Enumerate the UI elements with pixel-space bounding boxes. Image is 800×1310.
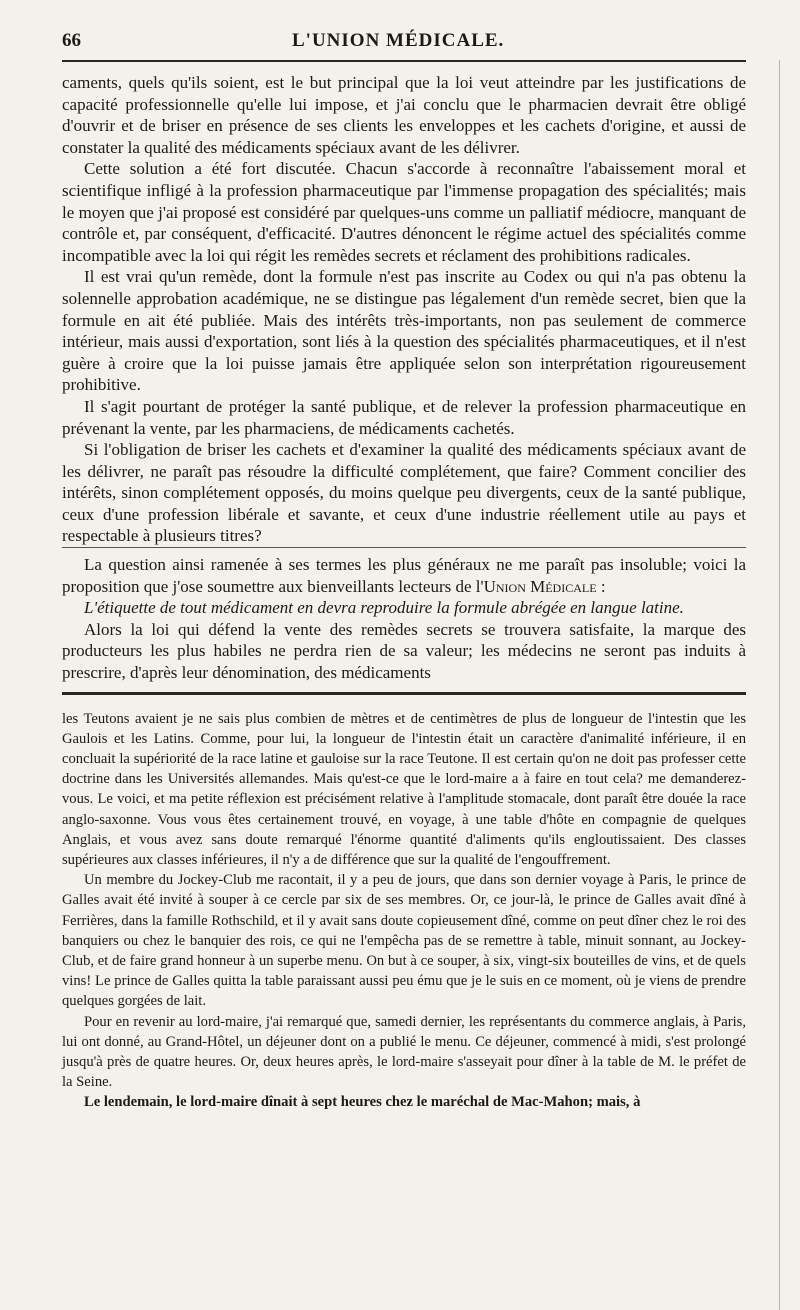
paragraph: Alors la loi qui défend la vente des remèdes secrets se trouvera satisfaite, la marque des producteurs les plus habiles ne perdra rien de sa valeur; les médecins ne seront pas induits à prescrire, d'après leur dénomination, des médicaments xyxy=(62,619,746,683)
running-head: L'UNION MÉDICALE. xyxy=(292,30,505,51)
paragraph: Si l'obligation de briser les cachets et d'examiner la qualité des médicaments spéciaux avant de les délivrer, ne paraît pas résoudre la difficulté complétement, que faire? Comment concilier des intérêts, sinon complétement opposés, du moins quelque peu divergents, ceux de la santé publique, ceux d'une profession libérale et savante, et ceux d'une industrie réellement utile au pays et respectable à plusieurs titres? xyxy=(62,440,746,546)
paragraph-text: : xyxy=(596,576,606,596)
paragraph: Cette solution a été fort discutée. Chacun s'accorde à reconnaître l'abaissement moral et scientifique infligé à la profession pharmaceutique par l'immense propagation des spécialités; mais le moyen que j'ai proposé est considéré par quelques-uns comme un palliatif médiocre, manquant de contrôle et, par conséquent, d'efficacité. D'autres dénoncent le régime actuel des spécialités comme incompatible avec la loi qui régit les remèdes secrets et réclament des prohibitions radicales. xyxy=(62,159,746,265)
footnote-paragraph: les Teutons avaient je ne sais plus combien de mètres et de centimètres de plus de longueur de l'intestin que les Gaulois et les Latins. Comme, pour lui, la longueur de l'intestin était un caractère d'animalité inférieure, il en concluait la supériorité de la race latine et gauloise sur la race Teutone. Il est certain qu'on ne doit pas professer cette doctrine dans les Universités allemandes. Mais qu'est-ce que le lord-maire a à faire en tout cela? me demanderez-vous. Le voici, et ma petite réflexion est précisément relative à l'amplitude stomacale, dont paraît être douée la race anglo-saxonne. Vous vous êtes certainement trouvé, en voyage, à une table d'hôte en compagnie de quelques Anglais, et vous avez sans doute remarqué l'énorme quantité d'aliments qu'ils engloutissaient. Des classes supérieures aux classes inférieures, il n'y a de différence que sur la qualité de l'engouffrement. xyxy=(62,710,746,869)
paragraph: Il est vrai qu'un remède, dont la formule n'est pas inscrite au Codex ou qui n'a pas obtenu la solennelle approbation académique, ne se distingue pas légalement d'un remède secret, bien que la formule en ait été publiée. Mais des intérêts très-importants, non pas seulement de commerce intérieur, mais aussi d'exportation, sont liés à la question des spécialités pharmaceutiques, et il n'est guère à croire que la loi puisse jamais être appliquée selon son interprétation rigoureusement prohibitive. xyxy=(62,267,746,395)
section-rule xyxy=(62,547,746,548)
page-number: 66 xyxy=(62,30,81,51)
page-edge xyxy=(779,60,780,1310)
footnote-separator xyxy=(62,692,746,695)
main-text xyxy=(62,72,746,684)
footnote-paragraph: Pour en revenir au lord-maire, j'ai remarqué que, samedi dernier, les représentants du commerce anglais, à Paris, lui ont donné, au Grand-Hôtel, un déjeuner dont on a publié le menu. Ce déjeuner, commencé à midi, s'est prolongé jusqu'à près de quatre heures. Or, deux heures après, le lord-maire s'asseyait pour dîner à la table de M. le préfet de la Seine. xyxy=(62,1013,746,1091)
page-header xyxy=(62,30,746,62)
feuilleton-text xyxy=(62,709,746,1113)
paragraph-text: La question ainsi ramenée à ses termes les plus généraux ne me paraît pas insoluble; voici la proposition que j'ose soumettre aux bienveillants lecteurs de l' xyxy=(62,555,746,596)
proposition: L'étiquette de tout médicament en devra reproduire la formule abrégée en langue latine. xyxy=(84,598,684,618)
footnote-paragraph: Un membre du Jockey-Club me racontait, il y a peu de jours, que dans son dernier voyage à Paris, le prince de Galles avait été invité à souper à ce cercle par six de ses membres. Or, ce jour-là, le prince de Galles avait dîné à Ferrières, dans la famille Rothschild, et il y avait sans doute copieusement dîné, comme on peut dîner chez le roi des banquiers ou chez le banquier des rois, ce qui ne l'empêcha pas de se remettre à table, minuit sonnant, au Jockey-Club, et de faire grand honneur à un superbe menu. On but à ce souper, à six, vingt-six bouteilles de vins, et de quels vins! Le prince de Galles quitta la table paraissant aussi peu ému que je le suis en ce moment, où je viens de prendre quelques gorgées de lait. xyxy=(62,872,746,1010)
paragraph: Il s'agit pourtant de protéger la santé publique, et de relever la profession pharmaceutique en prévenant la vente, par les pharmaciens, de médicaments cachetés. xyxy=(62,396,746,438)
journal-name: Union Médicale xyxy=(483,576,597,596)
paragraph: caments, quels qu'ils soient, est le but principal que la loi veut atteindre par les justifications de capacité professionnelle qu'elle lui impose, et j'ai conclu que le pharmacien devrait être obligé d'ouvrir et de briser en présence de ses clients les enveloppes et les cachets d'origine, et aussi de constater la qualité des médicaments spéciaux avant de les délivrer. xyxy=(62,73,746,157)
paragraph xyxy=(62,554,746,597)
footnote-paragraph: Le lendemain, le lord-maire dînait à sept heures chez le maréchal de Mac-Mahon; mais, à xyxy=(84,1094,641,1111)
